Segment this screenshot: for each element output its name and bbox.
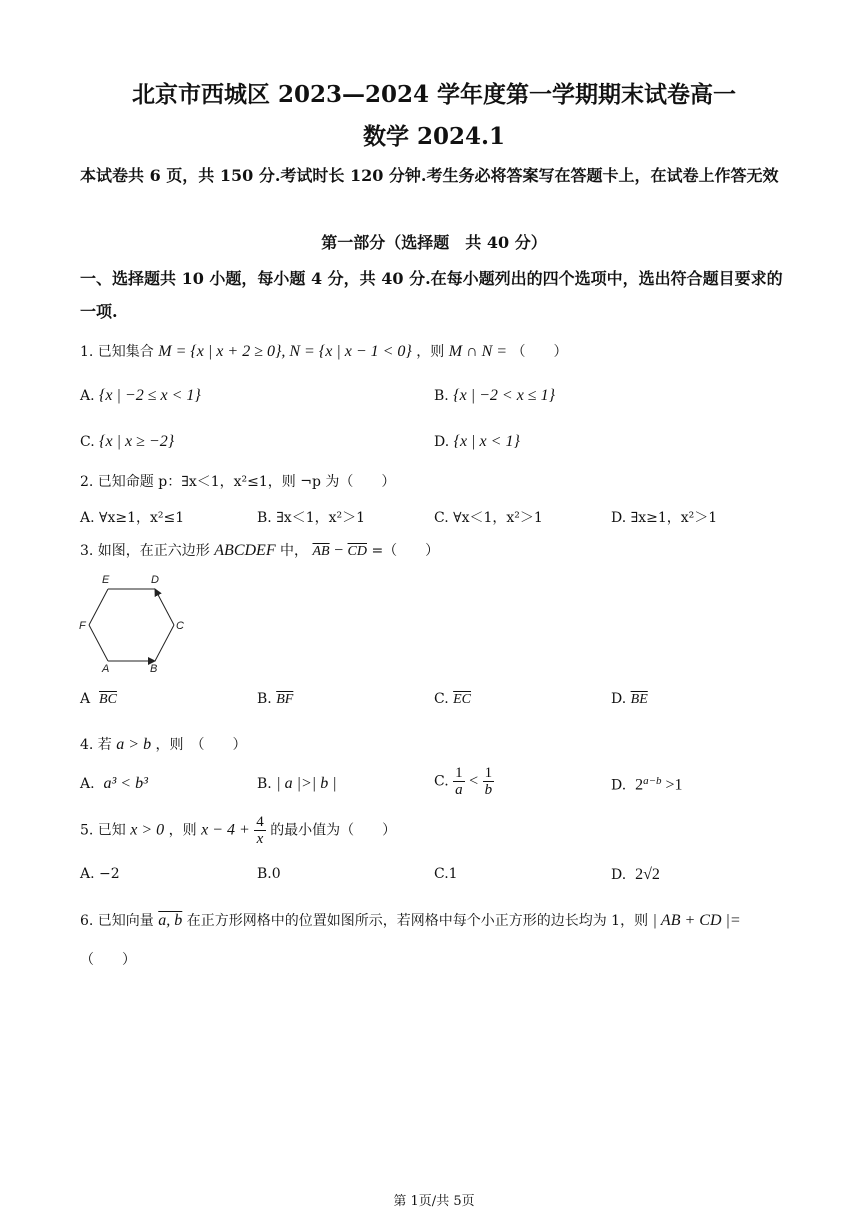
question-4-option-a: A. a³ < b³ [80, 775, 148, 792]
question-4-stem: 4. 若 a > b ，则 （ ） [80, 736, 247, 753]
question-2-option-c: C. ∀x＜1，x²＞1 [434, 510, 543, 526]
fraction-1-over-a: $\frac{1}{a}$ [455, 765, 463, 798]
question-3-option-c: C. $\overline{EC}$ [434, 691, 472, 707]
question-3-stem: 3. 如图，在正六边形 ABCDEF 中， $\overline{AB} - \overline{CD}$ =（ ） [80, 542, 440, 559]
question-5-option-c: C.1 [434, 866, 458, 882]
question-2-stem: 2. 已知命题 p：∃x＜1，x²≤1，则 ¬p 为（ ） [80, 474, 396, 490]
question-2-option-a: A. ∀x≥1，x²≤1 [80, 510, 185, 526]
question-3-option-d: D. $\overline{BE}$ [611, 691, 648, 707]
question-2-option-d: D. ∃x≥1，x²＞1 [611, 510, 718, 526]
question-1-stem: 1. 已知集合 M = {x | x + 2 ≥ 0}, N = {x | x − 1 < 0} ，则 M ∩ N = （ ） [80, 343, 568, 360]
question-1-option-c: C. {x | x ≥ −2} [80, 433, 175, 450]
question-5-stem: 5. 已知 x > 0 ，则 x − 4 + $\frac{4}{x}$ 的最小值为（ ） [80, 814, 397, 847]
fraction-1-over-b: $\frac{1}{b}$ [484, 765, 493, 798]
hexagon-edge-bc [155, 625, 174, 661]
question-5-option-b: B.0 [257, 866, 281, 882]
question-6-answer-bracket: （ ） [80, 952, 136, 968]
question-4-option-b: B. | a |>| b | [257, 775, 337, 792]
hexagon-figure [76, 572, 191, 676]
section-instructions: 一、选择题共 10 小题，每小题 4 分，共 40 分.在每小题列出的四个选项中，选出符合题目要求的一项. [80, 269, 783, 321]
hexagon-edge-cd [155, 589, 174, 625]
page-footer: 第 1页/共 5页 [393, 1194, 475, 1209]
question-6-stem: 6. 已知向量 a, b 在正方形网格中的位置如图所示，若网格中每个小正方形的边长均为 1，则 | AB + CD |= [80, 912, 741, 929]
question-3-option-a: A $\overline{BC}$ [80, 691, 117, 707]
question-5-option-d: D. 2√2 [611, 866, 660, 883]
question-1-option-a: A. {x | −2 ≤ x < 1} [80, 387, 201, 404]
vertex-label-d: D [151, 574, 159, 586]
question-1-option-d: D. {x | x < 1} [434, 433, 520, 450]
exam-instructions: 本试卷共 6 页，共 150 分.考试时长 120 分钟.考生务必将答案写在答题卡上，在试卷上作答无效 [80, 166, 779, 185]
vertex-label-b: B [150, 663, 158, 675]
fraction-4-over-x: $\frac{4}{x}$ [256, 814, 264, 847]
question-5-option-a: A. −2 [80, 866, 120, 882]
question-4-option-c: C. $\frac{1}{a}$ < $\frac{1}{b}$ [434, 765, 493, 798]
vertex-label-a: A [102, 663, 110, 675]
hexagon-edge-ef [89, 589, 108, 625]
exam-title: 北京市西城区 2023—2024 学年度第一学期期末试卷高一 [131, 81, 737, 108]
vertex-label-e: E [102, 574, 110, 586]
part-heading: 第一部分（选择题 共 40 分） [321, 233, 547, 252]
exam-subtitle: 数学 2024.1 [362, 123, 506, 150]
question-4-option-d: D. $2^{a-b} >1$ [611, 775, 683, 794]
question-1-option-b: B. {x | −2 < x ≤ 1} [434, 387, 555, 404]
hexagon-edge-fa [89, 625, 108, 661]
question-3-option-b: B. $\overline{BF}$ [257, 691, 294, 707]
vertex-label-f: F [79, 620, 86, 632]
question-2-option-b: B. ∃x＜1，x²＞1 [257, 510, 366, 526]
vertex-label-c: C [176, 620, 184, 632]
